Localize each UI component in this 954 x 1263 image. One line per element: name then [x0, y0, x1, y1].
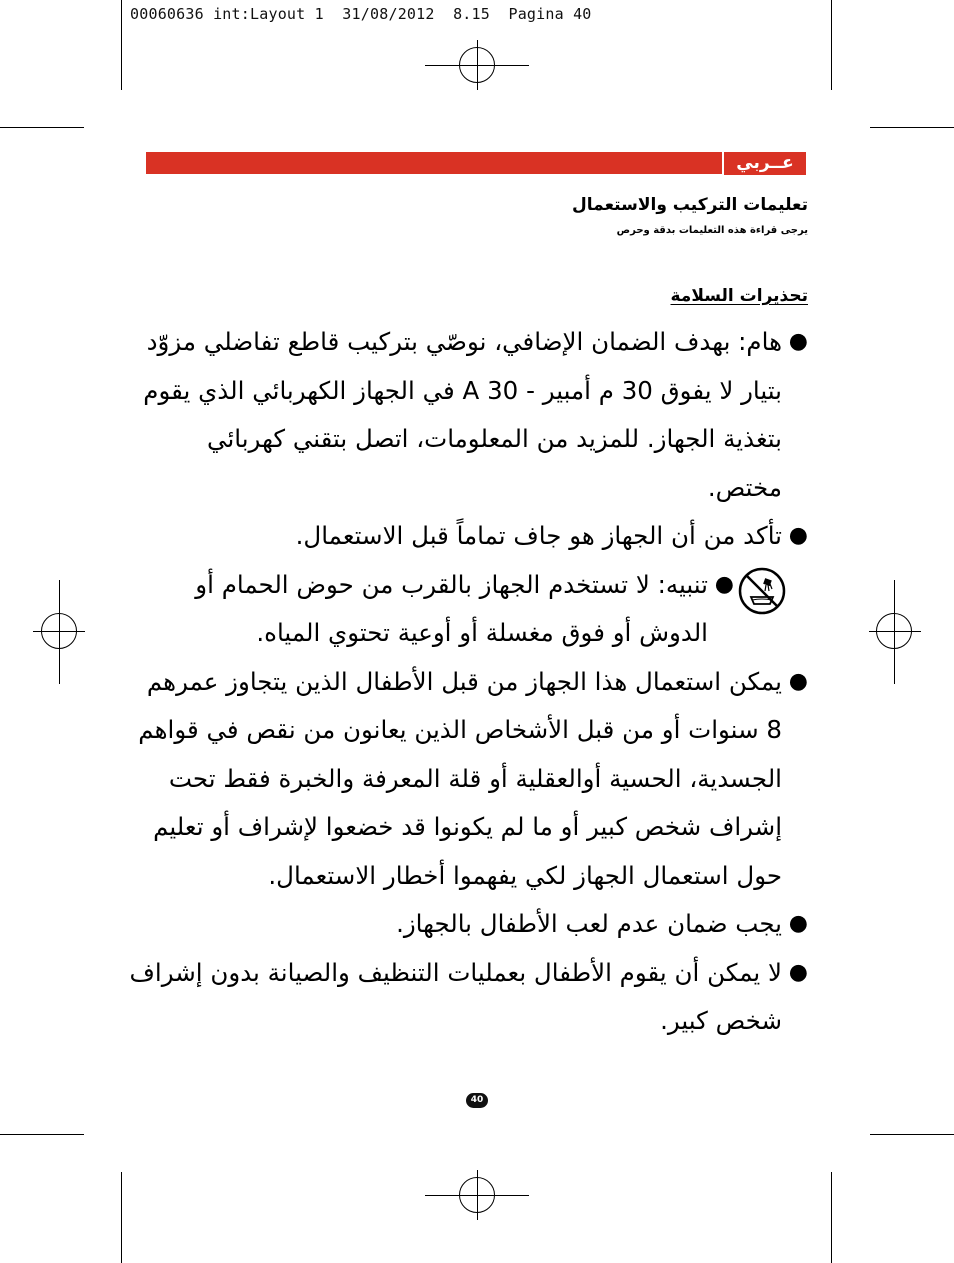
bullet: ● — [788, 668, 808, 694]
bullet: ● — [788, 329, 808, 354]
page-number: 40 — [466, 1093, 488, 1108]
bullet: ● — [788, 911, 808, 936]
print-slug: 00060636 int:Layout 1 31/08/2012 8.15 Pagina 40 — [130, 5, 592, 23]
list-item-text: هام: بهدف الضمان الإضافي، نوصّي بتركيب قاطع تفاضلي مزوّد بتيار لا يفوق 30 م أمبير - 30 A في الجهاز الكهربائي الذي يقوم بتغذية الجهاز. للمزيد من المعلومات، اتصل بتقني كهربائي مختص. — [143, 327, 782, 502]
bullet: ● — [714, 571, 734, 597]
crop-mark — [121, 1172, 122, 1263]
language-tab: عــربي — [722, 150, 808, 177]
crop-mark — [121, 0, 122, 90]
crop-mark — [831, 0, 832, 90]
list-item-text: لا يمكن أن يقوم الأطفال بعمليات التنظيف والصيانة بدون إشراف شخص كبير. — [129, 957, 782, 1035]
list-item — [128, 512, 808, 561]
page-title: تعليمات التركيب والاستعمال — [572, 195, 808, 215]
list-item — [128, 561, 734, 658]
list-item — [128, 318, 808, 512]
list-item — [128, 949, 808, 1046]
list-item-text: يمكن استعمال هذا الجهاز من قبل الأطفال الذين يتجاوز عمرهم 8 سنوات أو من قبل الأشخاص الذين يعانون من نقص في قواهم الجسدية، الحسية أوالعقلية أو قلة المعرفة والخبرة فقط تحت إشراف شخص كبير أو ما لم يكونوا قد خضعوا لإشراف أو تعليم حول استعمال الجهاز لكي يفهموا أخطار الاستعمال. — [138, 666, 782, 890]
crop-mark — [870, 127, 954, 128]
page-subtitle: يرجى قراءة هذه التعليمات بدقة وحرص — [616, 225, 808, 236]
bullet: ● — [788, 523, 808, 548]
language-bar — [146, 152, 808, 174]
crop-mark — [0, 127, 84, 128]
list-item-text: تنبيه: لا تستخدم الجهاز بالقرب من حوض الحمام أو الدوش أو فوق مغسلة أو أوعية تحتوي المياه. — [195, 569, 708, 647]
list-item — [128, 900, 808, 949]
crop-mark — [0, 1134, 84, 1135]
no-water-bathtub-icon — [738, 567, 786, 615]
list-item — [128, 658, 808, 901]
section-title: تحذيرات السلامة — [670, 286, 808, 306]
crop-mark — [870, 1134, 954, 1135]
crop-mark — [831, 1172, 832, 1263]
safety-warnings-list — [128, 318, 808, 1046]
bullet: ● — [788, 959, 808, 985]
list-item-text: تأكد من أن الجهاز هو جاف تماماً قبل الاستعمال. — [295, 521, 782, 550]
list-item-text: يجب ضمان عدم لعب الأطفال بالجهاز. — [396, 909, 782, 938]
